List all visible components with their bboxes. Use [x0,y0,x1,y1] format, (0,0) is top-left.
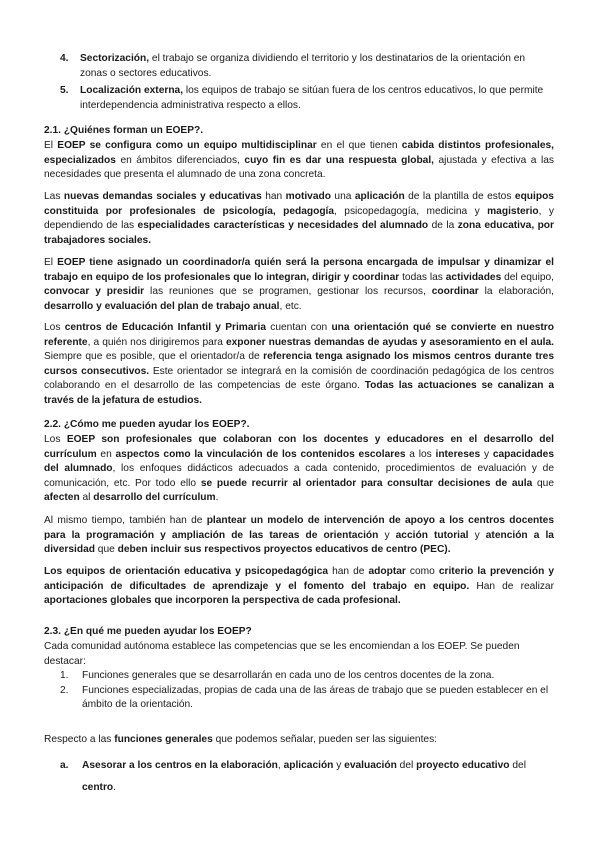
list-item-term: Sectorización, [80,53,150,64]
organization-criteria-list [60,52,554,116]
list-item-text: los equipos de trabajo se sitúan fuera de los centros educativos, lo que permite interdependencia administrativa respecto a ellos. [80,85,544,111]
list-item [60,669,554,684]
paragraph-intervention-model: Al mismo tiempo, también han de plantear un modelo de intervención de apoyo a los centros docentes para la programación y ampliación de las tareas de orientación y acción tutorial y atención a la diversidad que deben incluir sus respectivos proyectos educativos de centro (PEC). [44,515,554,556]
list-item-term: Localización externa, [80,85,184,97]
paragraph-new-demands: Las nuevas demandas sociales y educativas han motivado una aplicación de la plantilla de estos equipos constituida por profesionales de psicología, pedagogía, psicopedagogía, medicina y magisterio, y dependiendo de las especialidades características y necesidades del alumnado de la zona educativa, por trabajadores sociales. [44,191,554,246]
list-item [60,52,554,81]
general-functions-list [60,755,554,799]
section-heading-2-1: 2.1. ¿Quiénes forman un EOEP?. [44,125,204,136]
list-item: a. Asesorar a los centros en la elaboración, aplicación y evaluación del proyecto educativo del centro. [60,755,554,799]
list-item-text: Funciones especializadas, propias de cada una de las áreas de trabajo que se pueden establecer en el ámbito de la orientación. [82,684,549,711]
list-number: 4. [60,53,69,64]
paragraph-competencies-intro: Cada comunidad autónoma establece las competencias que se les encomiendan a los EOEP. Se pueden destacar: [44,641,520,667]
section-heading-2-3: 2.3. ¿En qué me pueden ayudar los EOEP? [44,626,252,637]
list-item-text: el trabajo se organiza dividiendo el territorio y los destinatarios de la orientación en zonas o sectores educativos. [80,53,526,79]
list-item-text: Funciones generales que se desarrollarán en cada uno de los centros docentes de la zona. [82,670,495,681]
list-number: 2. [60,684,69,696]
paragraph-eoep-professionals: Los EOEP son profesionales que colaboran con los docentes y educadores en el desarrollo del currículum en aspectos como la vinculación de los contenidos escolares a los intereses y capacidades del alumnado, los enfoques didácticos adecuados a cada contenido, procedimientos de evaluación y de comunicación, etc. Por todo ello se puede recurrir al orientador para consultar decisiones de aula que afecten al desarrollo del currículum. [44,434,555,504]
list-item [60,684,554,713]
list-item [60,84,554,113]
list-number: 1. [60,670,69,681]
paragraph-prevention: Los equipos de orientación educativa y psicopedagógica han de adoptar como criterio la prevención y anticipación de dificultades de aprendizaje y el fomento del trabajo en equipo. Han de realizar aportaciones globales que incorporen la perspectiva de cada profesional. [44,566,554,607]
paragraph-general-functions: Respecto a las funciones generales que podemos señalar, pueden ser las siguientes: [44,734,438,745]
list-letter: a. [60,760,69,771]
functions-list [60,669,554,713]
paragraph-coordinator: El EOEP tiene asignado un coordinador/a quién será la persona encargada de impulsar y dinamizar el trabajo en equipo de los profesionales que lo integran, dirigir y coordinar todas las actividades del equipo, convocar y presidir las reuniones que se programen, gestionar los recursos, coordinar la elaboración, desarrollo y evaluación del plan de trabajo anual, etc. [44,257,555,312]
paragraph-eoep-configuration: El EOEP se configura como un equipo multidisciplinar en el que tienen cabida distintos profesionales, especializados en ámbitos diferenciados, cuyo fin es dar una respuesta global, ajustada y efectiva a las necesidades que presenta el alumnado de una zona concreta. [44,140,555,181]
list-number: 5. [60,85,69,97]
section-heading-2-2: 2.2. ¿Cómo me pueden ayudar los EOEP?. [44,419,250,430]
paragraph-primary-centers: Los centros de Educación Infantil y Primaria cuentan con una orientación qué se convierte en nuestro referente, a quién nos dirigiremos para exponer nuestras demandas de ayudas y asesoramiento en el aula. Siempre que es posible, que el orientador/a de referencia tenga asignado los mismos centros durante tres cursos consecutivos. Este orientador se integrará en la comisión de coordinación pedagógica de los centros colaborando en el desarrollo de las competencias de este órgano. Todas las actuaciones se canalizan a través de la jefatura de estudios. [44,322,555,406]
